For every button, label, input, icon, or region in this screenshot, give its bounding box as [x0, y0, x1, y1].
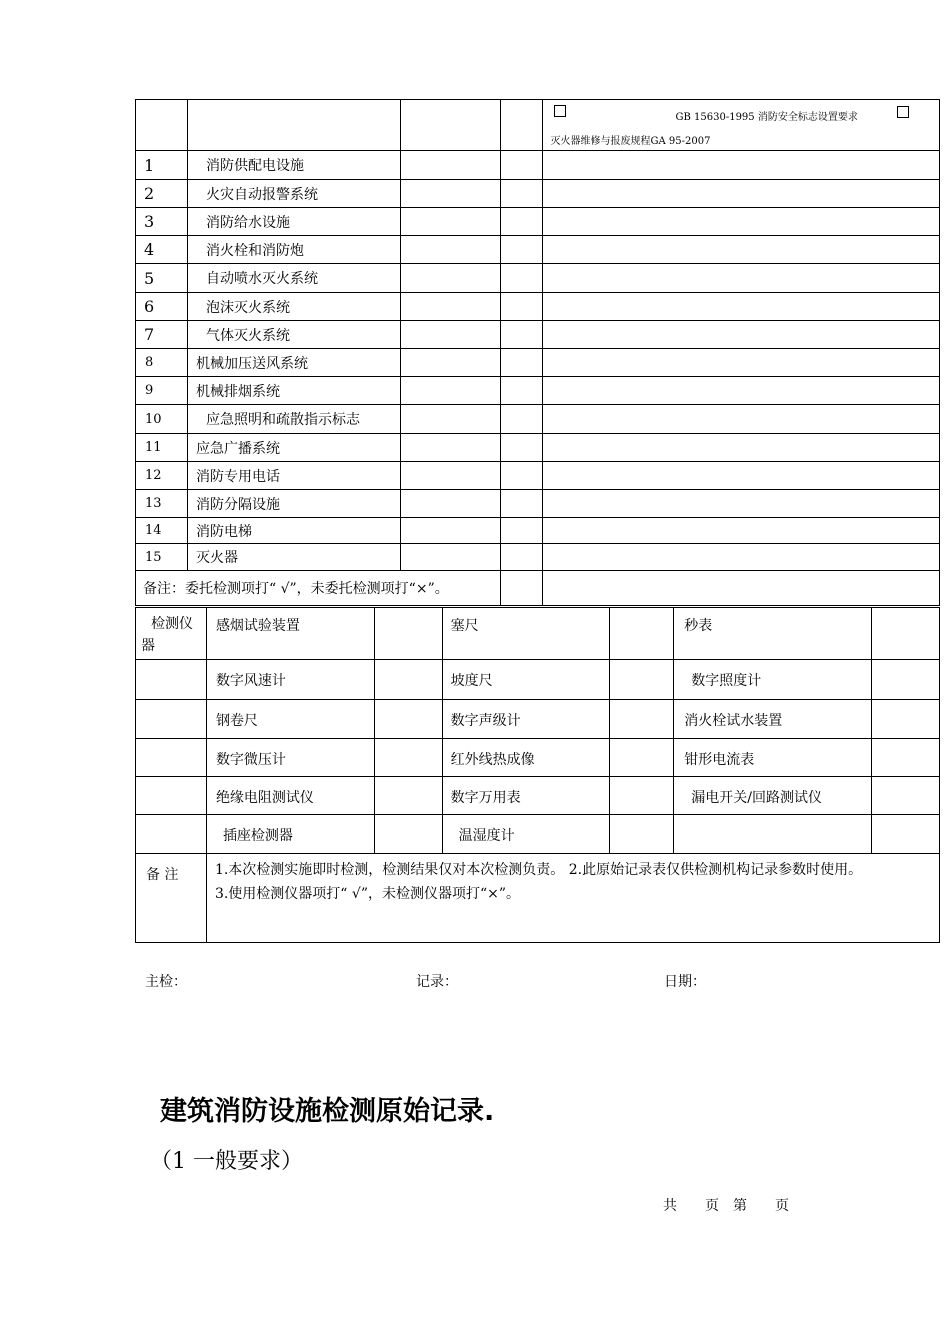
item-number: 13: [136, 490, 188, 518]
table-row: [136, 180, 940, 208]
table-row: [136, 518, 940, 544]
item-number: 6: [136, 293, 188, 321]
item-number: 9: [136, 377, 188, 405]
standards-cell: [542, 100, 940, 151]
header-cell: [187, 100, 400, 151]
header-cell: [500, 100, 542, 151]
blank-cell[interactable]: [400, 462, 500, 490]
item-number: 12: [136, 462, 188, 490]
instrument-check-cell[interactable]: [374, 739, 442, 777]
result-cell[interactable]: [542, 236, 940, 264]
instrument-row: [136, 777, 940, 815]
instrument-check-cell[interactable]: [374, 608, 442, 660]
instrument-name: 秒表: [674, 608, 872, 660]
blank-cell[interactable]: [400, 236, 500, 264]
table-row: [136, 462, 940, 490]
instrument-name: 数字万用表: [442, 777, 610, 815]
item-number: 15: [136, 544, 188, 571]
instrument-check-cell[interactable]: [610, 739, 674, 777]
remark2-content: [206, 854, 939, 943]
instrument-name: 数字微压计: [206, 739, 374, 777]
remark-text: 备注：委托检测项打“ √”，未委托检测项打“×”。: [136, 571, 501, 606]
item-number: 7: [136, 321, 188, 349]
result-cell[interactable]: [542, 462, 940, 490]
table-row: [136, 490, 940, 518]
item-name: 机械加压送风系统: [187, 349, 400, 377]
result-cell[interactable]: [542, 208, 940, 236]
instrument-check-cell[interactable]: [610, 700, 674, 739]
check-cell[interactable]: [500, 405, 542, 434]
check-cell[interactable]: [500, 151, 542, 180]
blank-cell[interactable]: [400, 264, 500, 293]
instruments-body: [136, 608, 940, 854]
check-cell[interactable]: [500, 544, 542, 571]
check-cell[interactable]: [500, 490, 542, 518]
instrument-check-cell[interactable]: [610, 815, 674, 854]
instrument-check-cell[interactable]: [610, 660, 674, 700]
blank-cell[interactable]: [400, 208, 500, 236]
item-name: 火灾自动报警系统: [187, 180, 400, 208]
table-row: [136, 264, 940, 293]
instrument-name: 数字声级计: [442, 700, 610, 739]
remark2-row: [136, 854, 940, 943]
instrument-check-cell[interactable]: [872, 700, 940, 739]
result-cell[interactable]: [542, 293, 940, 321]
table-row: [136, 321, 940, 349]
remark2-label: 备 注: [136, 854, 207, 943]
inspection-items-body: [136, 100, 940, 571]
inspector-label: 主检：: [145, 974, 187, 990]
instrument-name: 数字风速计: [206, 660, 374, 700]
page-info: 共 页 第 页: [663, 1198, 789, 1214]
instrument-name: 钳形电流表: [674, 739, 872, 777]
check-cell[interactable]: [500, 180, 542, 208]
result-cell[interactable]: [542, 180, 940, 208]
instrument-row: [136, 660, 940, 700]
instrument-name: [674, 815, 872, 854]
instrument-check-cell[interactable]: [872, 739, 940, 777]
check-cell[interactable]: [500, 349, 542, 377]
remark-blank-cell: [542, 571, 940, 606]
remark2-line-2: 3.使用检测仪器项打“ √”，未检测仪器项打“×”。: [214, 886, 521, 902]
check-cell[interactable]: [500, 518, 542, 544]
check-cell[interactable]: [500, 434, 542, 462]
result-cell[interactable]: [542, 321, 940, 349]
table-row: [136, 151, 940, 180]
result-cell[interactable]: [542, 518, 940, 544]
remark2-line-1: 1.本次检测实施即时检测，检测结果仅对本次检测负责。 2.此原始记录表仅供检测机构记录参数时使用。: [214, 862, 863, 878]
result-cell[interactable]: [542, 349, 940, 377]
check-cell[interactable]: [500, 321, 542, 349]
blank-cell[interactable]: [400, 518, 500, 544]
table-row: [136, 293, 940, 321]
item-number: 4: [136, 236, 188, 264]
blank-cell[interactable]: [400, 180, 500, 208]
instrument-label-blank: [136, 815, 207, 854]
table-header-row: [136, 100, 940, 151]
result-cell[interactable]: [542, 490, 940, 518]
instrument-check-cell[interactable]: [872, 660, 940, 700]
check-cell[interactable]: [500, 208, 542, 236]
item-name: 消火栓和消防炮: [187, 236, 400, 264]
item-number: 14: [136, 518, 188, 544]
instrument-name: 温湿度计: [442, 815, 610, 854]
blank-cell[interactable]: [400, 349, 500, 377]
blank-cell[interactable]: [400, 490, 500, 518]
instrument-check-cell[interactable]: [872, 608, 940, 660]
blank-cell[interactable]: [400, 151, 500, 180]
item-number: 10: [136, 405, 188, 434]
section-heading: （1 一般要求）: [150, 1149, 303, 1174]
instrument-row: [136, 739, 940, 777]
header-cell: [136, 100, 188, 151]
instruments-table: [135, 607, 940, 943]
item-name: 自动喷水灭火系统: [187, 264, 400, 293]
instrument-label-blank: [136, 739, 207, 777]
result-cell[interactable]: [542, 151, 940, 180]
result-cell[interactable]: [542, 405, 940, 434]
table-row: [136, 434, 940, 462]
item-name: 消防电梯: [187, 518, 400, 544]
instrument-name: 坡度尺: [442, 660, 610, 700]
instrument-check-cell[interactable]: [374, 700, 442, 739]
item-name: 消防专用电话: [187, 462, 400, 490]
table-row: [136, 377, 940, 405]
instrument-name: 红外线热成像: [442, 739, 610, 777]
blank-cell[interactable]: [400, 544, 500, 571]
item-name: 应急照明和疏散指示标志: [187, 405, 400, 434]
item-name: 灭火器: [187, 544, 400, 571]
instrument-check-cell[interactable]: [610, 608, 674, 660]
recorder-label: 记录：: [416, 974, 458, 990]
document-title: 建筑消防设施检测原始记录.: [160, 1096, 495, 1127]
table-row: [136, 405, 940, 434]
blank-cell[interactable]: [400, 293, 500, 321]
item-name: 消防分隔设施: [187, 490, 400, 518]
blank-cell[interactable]: [400, 405, 500, 434]
check-cell[interactable]: [500, 462, 542, 490]
instrument-check-cell[interactable]: [872, 815, 940, 854]
item-name: 应急广播系统: [187, 434, 400, 462]
instrument-row: [136, 700, 940, 739]
item-name: 机械排烟系统: [187, 377, 400, 405]
blank-cell[interactable]: [400, 321, 500, 349]
result-cell[interactable]: [542, 377, 940, 405]
standard-line-1: GB 15630-1995 消防安全标志设置要求: [675, 112, 858, 123]
instrument-check-cell[interactable]: [374, 777, 442, 815]
item-number: 8: [136, 349, 188, 377]
result-cell[interactable]: [542, 434, 940, 462]
date-label: 日期：: [664, 974, 706, 990]
result-cell[interactable]: [542, 264, 940, 293]
instrument-row: [136, 608, 940, 660]
item-name: 泡沫灭火系统: [187, 293, 400, 321]
instrument-name: 漏电开关/回路测试仪: [674, 777, 872, 815]
remark-blank-cell: [500, 571, 542, 606]
instrument-name: 钢卷尺: [206, 700, 374, 739]
item-number: 1: [136, 151, 188, 180]
instrument-name: 数字照度计: [674, 660, 872, 700]
item-name: 消防供配电设施: [187, 151, 400, 180]
header-cell: [400, 100, 500, 151]
instrument-check-cell[interactable]: [374, 660, 442, 700]
instrument-row: [136, 815, 940, 854]
instrument-name: 感烟试验装置: [206, 608, 374, 660]
item-number: 5: [136, 264, 188, 293]
instruments-label: 检测仪器: [136, 608, 207, 660]
blank-cell[interactable]: [400, 434, 500, 462]
table-row: [136, 544, 940, 571]
check-cell[interactable]: [500, 264, 542, 293]
item-number: 11: [136, 434, 188, 462]
instrument-name: 塞尺: [442, 608, 610, 660]
inspection-items-table: [135, 99, 940, 606]
check-cell[interactable]: [500, 377, 542, 405]
table-row: [136, 208, 940, 236]
instrument-name: 绝缘电阻测试仪: [206, 777, 374, 815]
checkbox-standard-1[interactable]: [554, 105, 566, 117]
item-number: 2: [136, 180, 188, 208]
result-cell[interactable]: [542, 544, 940, 571]
blank-cell[interactable]: [400, 377, 500, 405]
check-cell[interactable]: [500, 293, 542, 321]
item-number: 3: [136, 208, 188, 236]
instrument-name: 消火栓试水装置: [674, 700, 872, 739]
item-name: 消防给水设施: [187, 208, 400, 236]
item-name: 气体灭火系统: [187, 321, 400, 349]
instrument-name: 插座检测器: [206, 815, 374, 854]
standard-line-2: 灭火器维修与报废规程GA 95-2007: [550, 136, 711, 147]
instrument-label-blank: [136, 700, 207, 739]
table-row: [136, 349, 940, 377]
check-cell[interactable]: [500, 236, 542, 264]
instrument-check-cell[interactable]: [872, 777, 940, 815]
instrument-check-cell[interactable]: [610, 777, 674, 815]
table-row: [136, 236, 940, 264]
instrument-check-cell[interactable]: [374, 815, 442, 854]
checkbox-standard-2[interactable]: [897, 106, 909, 118]
instrument-label-blank: [136, 660, 207, 700]
instrument-label-blank: [136, 777, 207, 815]
remark-row: [136, 571, 940, 606]
